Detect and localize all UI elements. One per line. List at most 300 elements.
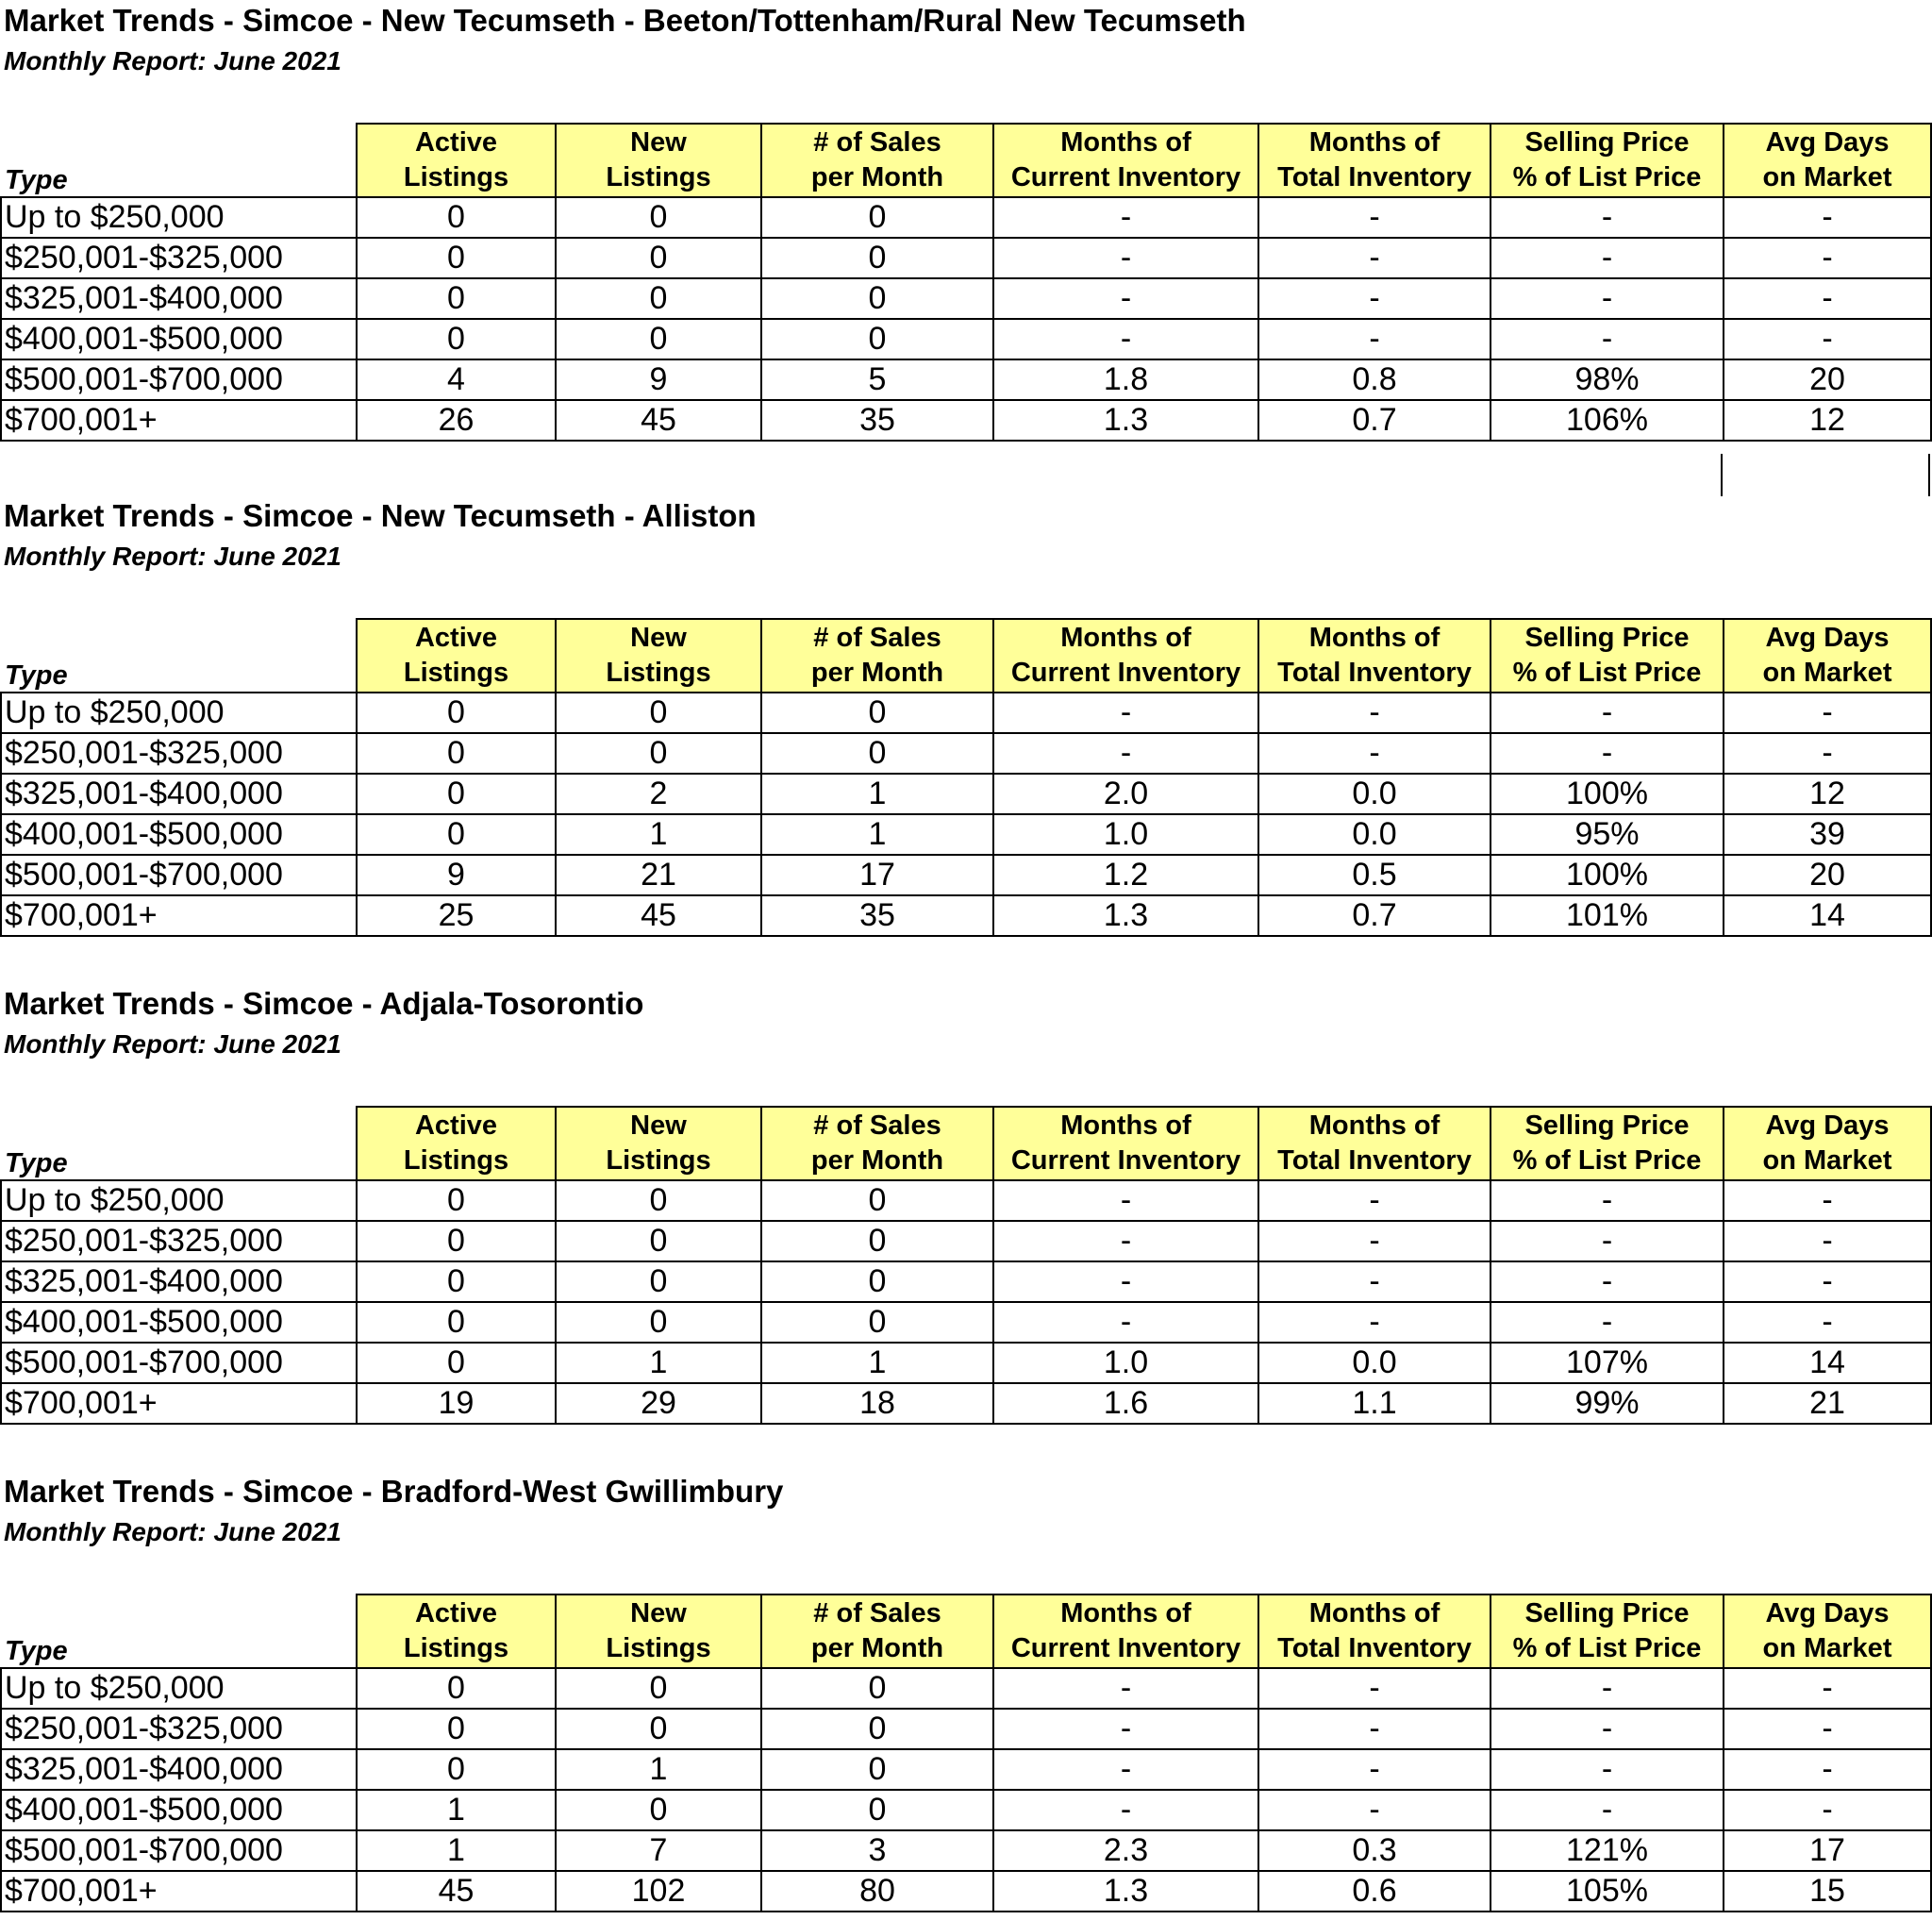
table-cell-mci: - <box>993 1302 1258 1343</box>
column-header-line: on Market <box>1762 658 1892 688</box>
price-range-cell: $500,001-$700,000 <box>1 855 357 895</box>
table-cell-mci: 1.0 <box>993 1343 1258 1383</box>
table-cell-dom: - <box>1724 1749 1931 1790</box>
table-cell-mci: 1.3 <box>993 400 1258 441</box>
table-cell-dom: - <box>1724 1709 1931 1749</box>
column-header-line: % of List Price <box>1512 1633 1702 1663</box>
column-header-sales <box>761 124 993 197</box>
table-cell-sp: - <box>1491 1221 1724 1261</box>
table-cell-sp: - <box>1491 1749 1724 1790</box>
table-cell-new: 0 <box>556 1261 761 1302</box>
column-header-line: on Market <box>1762 1145 1892 1176</box>
table-row <box>1 855 1931 895</box>
price-range-cell: Up to $250,000 <box>1 1180 357 1221</box>
table-cell-mti: - <box>1258 693 1491 733</box>
price-range-cell: $325,001-$400,000 <box>1 1261 357 1302</box>
column-header-line: Months of <box>1308 623 1441 653</box>
table-cell-mci: - <box>993 278 1258 319</box>
market-trends-table <box>0 123 1932 442</box>
column-header-line: on Market <box>1762 1633 1892 1663</box>
table-cell-new: 21 <box>556 855 761 895</box>
table-cell-sp: 101% <box>1491 895 1724 936</box>
price-range-cell: Up to $250,000 <box>1 693 357 733</box>
table-cell-dom: - <box>1724 1261 1931 1302</box>
table-cell-new: 102 <box>556 1871 761 1912</box>
table-cell-sp: 99% <box>1491 1383 1724 1424</box>
section-title: Market Trends - Simcoe - New Tecumseth - Alliston <box>4 498 757 533</box>
table-cell-sp: 106% <box>1491 400 1724 441</box>
table-cell-dom: 39 <box>1724 814 1931 855</box>
table-cell-sp: - <box>1491 693 1724 733</box>
table-cell-mti: - <box>1258 1668 1491 1709</box>
table-cell-active: 45 <box>357 1871 556 1912</box>
table-cell-mci: 2.3 <box>993 1830 1258 1871</box>
table-cell-new: 9 <box>556 359 761 400</box>
column-header-dom <box>1724 124 1931 197</box>
column-header-sp <box>1491 1594 1724 1668</box>
table-cell-mti: 0.5 <box>1258 855 1491 895</box>
price-range-cell: $400,001-$500,000 <box>1 814 357 855</box>
column-header-line: Months of <box>1060 1598 1191 1628</box>
column-header-dom <box>1724 1594 1931 1668</box>
table-cell-mti: 0.0 <box>1258 1343 1491 1383</box>
table-cell-sales: 1 <box>761 774 993 814</box>
table-cell-dom: - <box>1724 1221 1931 1261</box>
table-cell-new: 1 <box>556 1749 761 1790</box>
table-cell-dom: - <box>1724 1302 1931 1343</box>
column-header-mti <box>1258 1107 1491 1180</box>
column-header-line: # of Sales <box>813 1110 941 1141</box>
table-cell-active: 0 <box>357 1749 556 1790</box>
table-cell-mci: - <box>993 1261 1258 1302</box>
column-header-dom <box>1724 1107 1931 1180</box>
table-cell-active: 4 <box>357 359 556 400</box>
table-cell-mti: 0.7 <box>1258 400 1491 441</box>
table-cell-new: 2 <box>556 774 761 814</box>
column-header-line: New <box>630 127 687 158</box>
column-header-line: per Month <box>810 658 944 688</box>
table-header-row <box>1 619 1931 693</box>
price-range-cell: $400,001-$500,000 <box>1 1302 357 1343</box>
table-header-row <box>1 1107 1931 1180</box>
table-cell-mci: - <box>993 1221 1258 1261</box>
table-cell-new: 0 <box>556 733 761 774</box>
table-cell-new: 0 <box>556 693 761 733</box>
table-cell-sales: 0 <box>761 1261 993 1302</box>
column-header-sp <box>1491 1107 1724 1180</box>
column-header-line: Listings <box>606 658 711 688</box>
table-row <box>1 895 1931 936</box>
table-cell-active: 19 <box>357 1383 556 1424</box>
table-cell-sales: 0 <box>761 1221 993 1261</box>
column-header-mci <box>993 619 1258 693</box>
column-header-line: Listings <box>606 162 711 192</box>
table-cell-sp: 100% <box>1491 774 1724 814</box>
table-cell-mti: 0.7 <box>1258 895 1491 936</box>
price-range-cell: $700,001+ <box>1 400 357 441</box>
table-cell-mti: - <box>1258 1302 1491 1343</box>
column-header-line: Listings <box>606 1145 711 1176</box>
column-header-line: # of Sales <box>813 1598 941 1628</box>
table-cell-sales: 0 <box>761 1709 993 1749</box>
price-range-cell: $400,001-$500,000 <box>1 1790 357 1830</box>
price-range-cell: $700,001+ <box>1 895 357 936</box>
price-range-cell: Up to $250,000 <box>1 197 357 238</box>
table-cell-active: 0 <box>357 319 556 359</box>
table-row <box>1 1668 1931 1709</box>
column-header-line: New <box>630 1110 687 1141</box>
table-cell-sales: 0 <box>761 319 993 359</box>
table-cell-dom: 20 <box>1724 855 1931 895</box>
table-cell-sp: - <box>1491 278 1724 319</box>
table-cell-sales: 0 <box>761 238 993 278</box>
table-cell-sp: - <box>1491 1668 1724 1709</box>
price-range-cell: $700,001+ <box>1 1871 357 1912</box>
section-subtitle: Monthly Report: June 2021 <box>4 46 341 75</box>
table-cell-sales: 1 <box>761 814 993 855</box>
column-header-new <box>556 1594 761 1668</box>
table-cell-mci: 1.6 <box>993 1383 1258 1424</box>
table-cell-sp: 100% <box>1491 855 1724 895</box>
price-range-cell: Up to $250,000 <box>1 1668 357 1709</box>
table-cell-sp: - <box>1491 238 1724 278</box>
column-header-mti <box>1258 124 1491 197</box>
table-cell-mti: - <box>1258 1261 1491 1302</box>
column-header-line: per Month <box>810 1633 944 1663</box>
table-cell-mci: - <box>993 197 1258 238</box>
column-header-mti <box>1258 619 1491 693</box>
table-cell-dom: 12 <box>1724 400 1931 441</box>
table-cell-sales: 18 <box>761 1383 993 1424</box>
table-cell-new: 45 <box>556 895 761 936</box>
table-cell-new: 1 <box>556 1343 761 1383</box>
table-cell-mci: - <box>993 1180 1258 1221</box>
table-cell-active: 0 <box>357 1709 556 1749</box>
table-cell-mti: - <box>1258 1790 1491 1830</box>
table-cell-new: 0 <box>556 319 761 359</box>
column-header-line: Selling Price <box>1524 127 1690 158</box>
column-header-mci <box>993 1107 1258 1180</box>
table-cell-mti: 0.0 <box>1258 774 1491 814</box>
table-cell-mci: 1.3 <box>993 895 1258 936</box>
price-range-cell: $250,001-$325,000 <box>1 1221 357 1261</box>
section-title: Market Trends - Simcoe - Adjala-Tosorontio <box>4 986 644 1021</box>
column-header-type: Type <box>1 124 357 197</box>
table-cell-sp: - <box>1491 1261 1724 1302</box>
column-header-line: Avg Days <box>1765 623 1890 653</box>
section-subtitle: Monthly Report: June 2021 <box>4 542 341 571</box>
column-header-line: New <box>630 1598 687 1628</box>
table-cell-sales: 0 <box>761 1180 993 1221</box>
column-header-sales <box>761 1107 993 1180</box>
table-cell-mti: - <box>1258 238 1491 278</box>
table-cell-dom: - <box>1724 733 1931 774</box>
table-cell-mci: 2.0 <box>993 774 1258 814</box>
column-header-sp <box>1491 619 1724 693</box>
price-range-cell: $250,001-$325,000 <box>1 238 357 278</box>
table-cell-sales: 5 <box>761 359 993 400</box>
table-cell-active: 1 <box>357 1790 556 1830</box>
column-header-line: Active <box>414 127 498 158</box>
table-cell-mci: - <box>993 733 1258 774</box>
price-range-cell: $325,001-$400,000 <box>1 278 357 319</box>
table-cell-new: 0 <box>556 1302 761 1343</box>
column-header-line: Listings <box>606 1633 711 1663</box>
section-subtitle: Monthly Report: June 2021 <box>4 1029 341 1059</box>
table-header-row <box>1 1594 1931 1668</box>
table-cell-sales: 3 <box>761 1830 993 1871</box>
table-row <box>1 1302 1931 1343</box>
column-header-line: per Month <box>810 162 944 192</box>
table-cell-sp: - <box>1491 1302 1724 1343</box>
table-row <box>1 693 1931 733</box>
table-cell-dom: - <box>1724 1668 1931 1709</box>
section-title: Market Trends - Simcoe - New Tecumseth - Beeton/Tottenham/Rural New Tecumseth <box>4 3 1246 38</box>
column-header-line: Avg Days <box>1765 127 1890 158</box>
table-cell-sales: 35 <box>761 400 993 441</box>
column-header-active <box>357 1107 556 1180</box>
table-row <box>1 1830 1931 1871</box>
table-border-stub-left <box>1721 454 1723 496</box>
column-header-line: Current Inventory <box>1010 658 1241 688</box>
table-cell-dom: - <box>1724 197 1931 238</box>
table-row <box>1 1709 1931 1749</box>
column-header-line: % of List Price <box>1512 1145 1702 1176</box>
table-row <box>1 238 1931 278</box>
table-cell-mti: 0.0 <box>1258 814 1491 855</box>
table-cell-mti: 1.1 <box>1258 1383 1491 1424</box>
table-cell-mti: - <box>1258 733 1491 774</box>
table-row <box>1 1383 1931 1424</box>
table-cell-sales: 0 <box>761 278 993 319</box>
column-header-line: New <box>630 623 687 653</box>
table-cell-active: 0 <box>357 278 556 319</box>
column-header-line: Months of <box>1308 1110 1441 1141</box>
table-row <box>1 359 1931 400</box>
table-row <box>1 319 1931 359</box>
table-cell-active: 26 <box>357 400 556 441</box>
table-cell-active: 0 <box>357 1302 556 1343</box>
table-cell-new: 0 <box>556 197 761 238</box>
table-cell-dom: 12 <box>1724 774 1931 814</box>
price-range-cell: $250,001-$325,000 <box>1 733 357 774</box>
table-cell-dom: - <box>1724 1790 1931 1830</box>
table-cell-sp: - <box>1491 319 1724 359</box>
column-header-active <box>357 1594 556 1668</box>
price-range-cell: $325,001-$400,000 <box>1 774 357 814</box>
table-cell-mti: 0.3 <box>1258 1830 1491 1871</box>
table-cell-mti: - <box>1258 319 1491 359</box>
table-cell-sales: 0 <box>761 197 993 238</box>
table-cell-new: 45 <box>556 400 761 441</box>
table-cell-dom: - <box>1724 693 1931 733</box>
table-cell-active: 0 <box>357 1261 556 1302</box>
table-cell-sales: 0 <box>761 733 993 774</box>
column-header-line: Months of <box>1060 623 1191 653</box>
column-header-sales <box>761 619 993 693</box>
table-cell-new: 29 <box>556 1383 761 1424</box>
table-cell-dom: - <box>1724 319 1931 359</box>
table-cell-active: 0 <box>357 693 556 733</box>
table-row <box>1 1261 1931 1302</box>
table-cell-mti: 0.6 <box>1258 1871 1491 1912</box>
table-cell-new: 0 <box>556 1790 761 1830</box>
column-header-line: Selling Price <box>1524 1110 1690 1141</box>
table-cell-mci: 1.8 <box>993 359 1258 400</box>
column-header-line: Months of <box>1308 1598 1441 1628</box>
column-header-line: Avg Days <box>1765 1110 1890 1141</box>
table-cell-mci: 1.3 <box>993 1871 1258 1912</box>
table-cell-sales: 17 <box>761 855 993 895</box>
table-row <box>1 1180 1931 1221</box>
table-cell-dom: 20 <box>1724 359 1931 400</box>
column-header-line: Current Inventory <box>1010 1633 1241 1663</box>
table-cell-active: 0 <box>357 733 556 774</box>
table-cell-mci: - <box>993 238 1258 278</box>
column-header-line: per Month <box>810 1145 944 1176</box>
table-cell-sp: - <box>1491 733 1724 774</box>
table-cell-sp: 107% <box>1491 1343 1724 1383</box>
table-cell-new: 0 <box>556 1180 761 1221</box>
table-cell-mci: - <box>993 693 1258 733</box>
column-header-line: Months of <box>1060 127 1191 158</box>
table-cell-active: 9 <box>357 855 556 895</box>
column-header-line: Active <box>414 623 498 653</box>
table-row <box>1 814 1931 855</box>
price-range-cell: $500,001-$700,000 <box>1 1830 357 1871</box>
table-cell-mti: - <box>1258 1180 1491 1221</box>
column-header-new <box>556 124 761 197</box>
table-cell-sales: 0 <box>761 1302 993 1343</box>
table-cell-dom: - <box>1724 278 1931 319</box>
price-range-cell: $500,001-$700,000 <box>1 1343 357 1383</box>
table-cell-new: 7 <box>556 1830 761 1871</box>
column-header-line: Total Inventory <box>1277 162 1472 192</box>
table-row <box>1 1749 1931 1790</box>
table-cell-mci: 1.0 <box>993 814 1258 855</box>
table-cell-active: 0 <box>357 238 556 278</box>
table-cell-dom: 15 <box>1724 1871 1931 1912</box>
table-row <box>1 1871 1931 1912</box>
column-header-type: Type <box>1 619 357 693</box>
table-row <box>1 1221 1931 1261</box>
column-header-line: Listings <box>403 1633 509 1663</box>
price-range-cell: $500,001-$700,000 <box>1 359 357 400</box>
table-cell-dom: 21 <box>1724 1383 1931 1424</box>
table-cell-new: 0 <box>556 238 761 278</box>
table-cell-sales: 0 <box>761 1749 993 1790</box>
column-header-line: Listings <box>403 658 509 688</box>
table-cell-mti: - <box>1258 1221 1491 1261</box>
table-cell-sp: - <box>1491 1790 1724 1830</box>
table-cell-new: 0 <box>556 1668 761 1709</box>
column-header-mti <box>1258 1594 1491 1668</box>
table-cell-dom: 14 <box>1724 1343 1931 1383</box>
column-header-line: % of List Price <box>1512 162 1702 192</box>
column-header-line: on Market <box>1762 162 1892 192</box>
table-cell-sp: - <box>1491 1709 1724 1749</box>
table-cell-active: 0 <box>357 1668 556 1709</box>
table-cell-mci: - <box>993 1749 1258 1790</box>
table-row <box>1 400 1931 441</box>
column-header-line: Total Inventory <box>1277 1145 1472 1176</box>
column-header-line: Current Inventory <box>1010 1145 1241 1176</box>
price-range-cell: $250,001-$325,000 <box>1 1709 357 1749</box>
table-cell-active: 1 <box>357 1830 556 1871</box>
table-cell-sp: 95% <box>1491 814 1724 855</box>
column-header-type: Type <box>1 1594 357 1668</box>
column-header-sales <box>761 1594 993 1668</box>
table-cell-mti: - <box>1258 278 1491 319</box>
table-cell-sp: 121% <box>1491 1830 1724 1871</box>
table-cell-sp: 105% <box>1491 1871 1724 1912</box>
table-cell-active: 0 <box>357 774 556 814</box>
column-header-active <box>357 124 556 197</box>
price-range-cell: $700,001+ <box>1 1383 357 1424</box>
table-cell-active: 0 <box>357 814 556 855</box>
section-title: Market Trends - Simcoe - Bradford-West Gwillimbury <box>4 1474 784 1509</box>
table-cell-mti: - <box>1258 1749 1491 1790</box>
table-cell-mci: - <box>993 1668 1258 1709</box>
table-cell-active: 0 <box>357 1343 556 1383</box>
table-cell-dom: - <box>1724 238 1931 278</box>
column-header-sp <box>1491 124 1724 197</box>
column-header-line: % of List Price <box>1512 658 1702 688</box>
column-header-line: Total Inventory <box>1277 1633 1472 1663</box>
section-subtitle: Monthly Report: June 2021 <box>4 1517 341 1546</box>
table-row <box>1 1343 1931 1383</box>
table-cell-mti: 0.8 <box>1258 359 1491 400</box>
table-cell-active: 25 <box>357 895 556 936</box>
table-cell-sales: 1 <box>761 1343 993 1383</box>
column-header-line: Months of <box>1308 127 1441 158</box>
price-range-cell: $325,001-$400,000 <box>1 1749 357 1790</box>
column-header-line: Months of <box>1060 1110 1191 1141</box>
table-border-stub-right <box>1928 454 1930 496</box>
table-row <box>1 774 1931 814</box>
table-row <box>1 197 1931 238</box>
column-header-new <box>556 619 761 693</box>
market-trends-table <box>0 1594 1932 1912</box>
table-cell-sales: 35 <box>761 895 993 936</box>
table-cell-new: 0 <box>556 278 761 319</box>
table-cell-dom: 14 <box>1724 895 1931 936</box>
table-row <box>1 278 1931 319</box>
table-cell-active: 0 <box>357 1180 556 1221</box>
table-cell-mci: - <box>993 1790 1258 1830</box>
column-header-line: Active <box>414 1110 498 1141</box>
column-header-line: # of Sales <box>813 127 941 158</box>
table-cell-mti: - <box>1258 1709 1491 1749</box>
column-header-line: # of Sales <box>813 623 941 653</box>
table-cell-sales: 0 <box>761 693 993 733</box>
table-cell-sp: 98% <box>1491 359 1724 400</box>
column-header-dom <box>1724 619 1931 693</box>
table-cell-dom: 17 <box>1724 1830 1931 1871</box>
table-row <box>1 1790 1931 1830</box>
column-header-active <box>357 619 556 693</box>
table-cell-new: 0 <box>556 1709 761 1749</box>
column-header-line: Current Inventory <box>1010 162 1241 192</box>
table-cell-active: 0 <box>357 197 556 238</box>
market-trends-table <box>0 1106 1932 1425</box>
column-header-line: Listings <box>403 1145 509 1176</box>
table-cell-sp: - <box>1491 197 1724 238</box>
table-cell-sales: 0 <box>761 1790 993 1830</box>
column-header-line: Selling Price <box>1524 1598 1690 1628</box>
market-trends-table <box>0 618 1932 937</box>
column-header-line: Active <box>414 1598 498 1628</box>
